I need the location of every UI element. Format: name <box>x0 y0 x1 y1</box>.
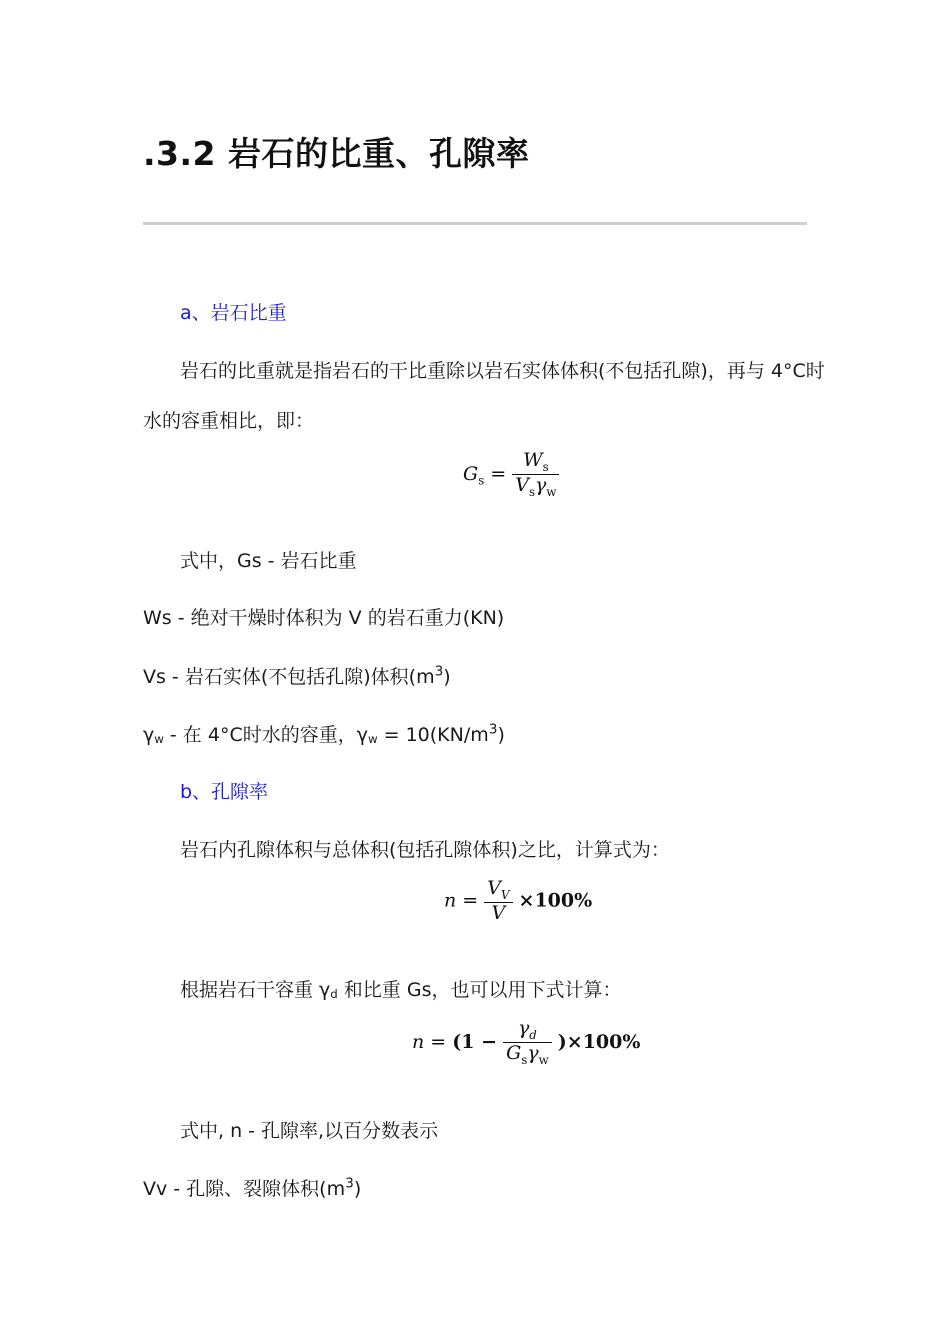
section-b-where-line: 式中, n - 孔隙率,以百分数表示 <box>180 1120 439 1142</box>
definition-ws: Ws - 绝对干燥时体积为 V 的岩石重力(KN) <box>143 607 505 629</box>
formula-2-lhs: n <box>444 889 457 912</box>
formula-3-equals: = <box>430 1030 447 1053</box>
formula-1-lhs: G <box>463 462 479 485</box>
section-b-heading: b、孔隙率 <box>180 781 269 803</box>
porosity-formula-alt <box>412 1018 640 1068</box>
formula-1-denominator: $V_s\gamma_w$ <box>515 474 557 500</box>
formula-3-fraction <box>503 1018 552 1068</box>
page-title: .3.2 岩石的比重、孔隙率 <box>143 134 530 173</box>
formula-2-fraction <box>484 878 512 925</box>
formula-2-numerator: $V_V$ <box>484 878 512 903</box>
specific-gravity-formula <box>463 450 559 500</box>
formula-1-lhs-sub: s <box>478 473 485 488</box>
definition-vs: Vs - 岩石实体(不包括孔隙)体积$(m^3)$ <box>143 663 451 688</box>
formula-1-equals: = <box>490 462 507 485</box>
formula-3-open: (1 − <box>452 1030 498 1053</box>
section-a-heading: a、岩石比重 <box>180 302 287 324</box>
porosity-formula <box>444 878 592 925</box>
formula-3-close: ) <box>557 1030 567 1053</box>
formula-1-numerator: $W_s$ <box>512 450 559 475</box>
section-a-where-line: 式中，Gs - 岩石比重 <box>180 550 357 572</box>
title-divider <box>143 222 807 225</box>
definition-gamma-w: γw - 在 4°C时水的容重，$\gamma w = 10(KN/m^3)$ <box>143 721 505 746</box>
formula-1-fraction <box>512 450 559 500</box>
section-b-paragraph-1: 岩石内孔隙体积与总体积(包括孔隙体积)之比，计算式为： <box>180 839 670 861</box>
definition-vv: Vv - 孔隙、裂隙体积$(m^3)$ <box>143 1175 362 1200</box>
section-a-paragraph-line-1: 岩石的比重就是指岩石的干比重除以岩石实体体积(不包括孔隙)，再与 4°C时 <box>180 360 825 382</box>
section-b-paragraph-2: 根据岩石干容重 γd 和比重 Gs，也可以用下式计算： <box>180 979 622 1001</box>
formula-3-numerator: $\gamma_d$ <box>503 1018 552 1043</box>
formula-2-denominator: V <box>491 902 506 925</box>
formula-2-equals: = <box>462 889 479 912</box>
section-a-paragraph-line-2: 水的容重相比，即： <box>143 410 315 432</box>
formula-2-multiplier: ×100% <box>518 889 593 912</box>
formula-3-multiplier: ×100% <box>566 1030 641 1053</box>
formula-3-lhs: n <box>412 1030 425 1053</box>
formula-3-denominator: $G_s\gamma_w$ <box>506 1042 549 1068</box>
